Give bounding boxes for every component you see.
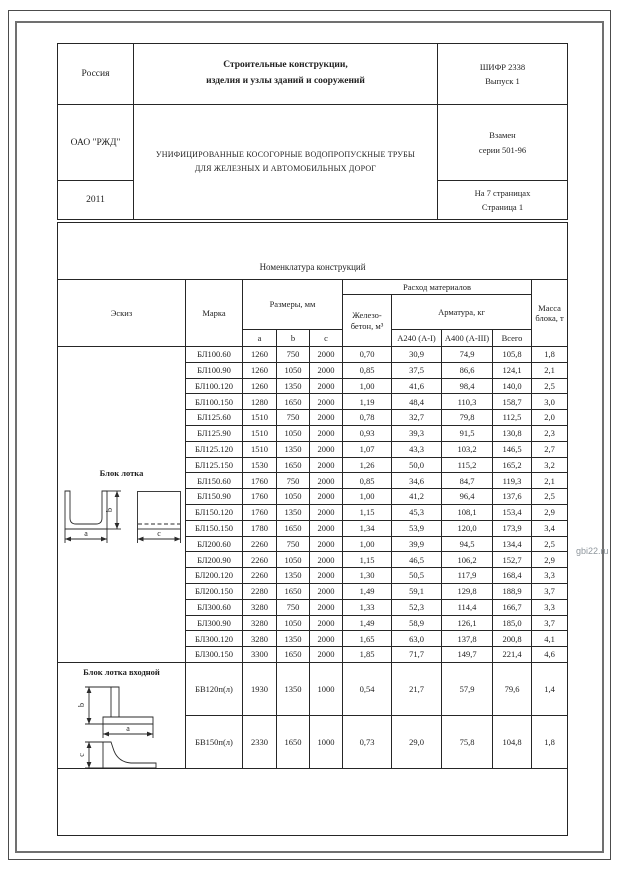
col-header-mark: Марка bbox=[186, 280, 243, 347]
col-header-dim-b: b bbox=[277, 330, 310, 347]
cell-concrete: 1,15 bbox=[343, 552, 392, 568]
cell-a240: 52,3 bbox=[392, 599, 442, 615]
cell-dim-a: 3280 bbox=[243, 599, 277, 615]
cell-dim-a: 3300 bbox=[243, 647, 277, 663]
cell-dim-b: 750 bbox=[277, 347, 310, 363]
cell-dim-a: 2260 bbox=[243, 536, 277, 552]
cell-dim-a: 1760 bbox=[243, 473, 277, 489]
cell-mark: БВ150п(л) bbox=[186, 715, 243, 768]
cell-mark: БЛ300.120 bbox=[186, 631, 243, 647]
cell-total: 146,5 bbox=[493, 441, 532, 457]
cell-dim-c: 2000 bbox=[310, 599, 343, 615]
cell-a240: 43,3 bbox=[392, 441, 442, 457]
cell-total: 158,7 bbox=[493, 394, 532, 410]
cell-concrete: 1,19 bbox=[343, 394, 392, 410]
cell-dim-b: 750 bbox=[277, 536, 310, 552]
cell-a400: 84,7 bbox=[442, 473, 493, 489]
cell-mark: БЛ300.90 bbox=[186, 615, 243, 631]
cell-concrete: 0,73 bbox=[343, 715, 392, 768]
cell-mark: БЛ300.60 bbox=[186, 599, 243, 615]
cell-mark: БЛ200.60 bbox=[186, 536, 243, 552]
cell-a400: 110,3 bbox=[442, 394, 493, 410]
replaces-cell bbox=[438, 105, 568, 181]
cell-mark: БЛ150.120 bbox=[186, 504, 243, 520]
cell-dim-b: 1050 bbox=[277, 615, 310, 631]
series-title-cell bbox=[134, 44, 438, 105]
cell-concrete: 0,70 bbox=[343, 347, 392, 363]
cell-a400: 129,8 bbox=[442, 583, 493, 599]
cell-mark: БЛ150.60 bbox=[186, 473, 243, 489]
cell-mass: 2,0 bbox=[532, 410, 568, 426]
cell-a240: 34,6 bbox=[392, 473, 442, 489]
empty-footer-cell bbox=[58, 768, 568, 835]
cell-concrete: 1,26 bbox=[343, 457, 392, 473]
col-header-rebar: Арматура, кг bbox=[392, 295, 532, 330]
nomenclature-title: Номенклатура конструкций bbox=[58, 223, 568, 280]
cell-dim-b: 1050 bbox=[277, 362, 310, 378]
cell-concrete: 1,33 bbox=[343, 599, 392, 615]
cell-dim-b: 1650 bbox=[277, 520, 310, 536]
cell-a400: 98,4 bbox=[442, 378, 493, 394]
cell-dim-c: 2000 bbox=[310, 631, 343, 647]
cell-dim-b: 1650 bbox=[277, 583, 310, 599]
cell-dim-b: 1350 bbox=[277, 441, 310, 457]
col-header-total: Всего bbox=[493, 330, 532, 347]
cell-a400: 149,7 bbox=[442, 647, 493, 663]
cell-total: 173,9 bbox=[493, 520, 532, 536]
dim-label-b: b bbox=[105, 508, 114, 512]
cell-concrete: 1,49 bbox=[343, 583, 392, 599]
cell-total: 200,8 bbox=[493, 631, 532, 647]
cell-dim-c: 2000 bbox=[310, 457, 343, 473]
col-header-a240: А240 (А-I) bbox=[392, 330, 442, 347]
cell-dim-c: 2000 bbox=[310, 473, 343, 489]
cell-concrete: 1,34 bbox=[343, 520, 392, 536]
cell-mark: БЛ200.120 bbox=[186, 568, 243, 584]
cell-mass: 4,1 bbox=[532, 631, 568, 647]
cell-total: 188,9 bbox=[493, 583, 532, 599]
cell-mass: 2,7 bbox=[532, 441, 568, 457]
cell-a240: 46,5 bbox=[392, 552, 442, 568]
cell-a400: 91,5 bbox=[442, 425, 493, 441]
cell-a240: 37,5 bbox=[392, 362, 442, 378]
cipher-cell bbox=[438, 44, 568, 105]
cell-dim-a: 3280 bbox=[243, 631, 277, 647]
cell-a400: 114,4 bbox=[442, 599, 493, 615]
cell-dim-b: 1350 bbox=[277, 378, 310, 394]
sketch-label-vhod: Блок лотка входной bbox=[83, 666, 160, 677]
cell-a240: 63,0 bbox=[392, 631, 442, 647]
cell-a240: 71,7 bbox=[392, 647, 442, 663]
sketch-label-lotok: Блок лотка bbox=[99, 468, 144, 478]
cell-dim-b: 1350 bbox=[277, 568, 310, 584]
cell-dim-b: 1350 bbox=[277, 662, 310, 715]
table-row bbox=[58, 347, 568, 363]
cell-a400: 115,2 bbox=[442, 457, 493, 473]
cell-total: 185,0 bbox=[493, 615, 532, 631]
cell-a400: 79,8 bbox=[442, 410, 493, 426]
cell-a240: 32,7 bbox=[392, 410, 442, 426]
sketch-cell-vhod bbox=[58, 662, 186, 768]
cell-concrete: 1,85 bbox=[343, 647, 392, 663]
cell-dim-c: 2000 bbox=[310, 378, 343, 394]
cell-mark: БЛ200.90 bbox=[186, 552, 243, 568]
cell-mass: 2,5 bbox=[532, 536, 568, 552]
cell-mass: 3,0 bbox=[532, 394, 568, 410]
cell-dim-c: 2000 bbox=[310, 520, 343, 536]
cell-a400: 75,8 bbox=[442, 715, 493, 768]
cell-mark: БЛ150.150 bbox=[186, 520, 243, 536]
cell-concrete: 0,54 bbox=[343, 662, 392, 715]
cell-dim-c: 2000 bbox=[310, 552, 343, 568]
dim-label-c: c bbox=[157, 529, 161, 538]
col-header-materials: Расход материалов bbox=[343, 280, 532, 295]
cell-mark: БЛ100.60 bbox=[186, 347, 243, 363]
cell-concrete: 1,00 bbox=[343, 378, 392, 394]
cell-total: 104,8 bbox=[493, 715, 532, 768]
cell-mass: 2,1 bbox=[532, 362, 568, 378]
cell-dim-b: 1050 bbox=[277, 425, 310, 441]
cell-concrete: 1,30 bbox=[343, 568, 392, 584]
cell-dim-a: 1260 bbox=[243, 362, 277, 378]
cell-concrete: 1,00 bbox=[343, 536, 392, 552]
cell-a240: 41,2 bbox=[392, 489, 442, 505]
col-header-dim-a: a bbox=[243, 330, 277, 347]
vhod-sketch-drawing bbox=[58, 663, 186, 769]
cell-a400: 57,9 bbox=[442, 662, 493, 715]
cell-dim-b: 1050 bbox=[277, 489, 310, 505]
cell-concrete: 0,85 bbox=[343, 473, 392, 489]
cell-dim-c: 2000 bbox=[310, 347, 343, 363]
issue-number: Выпуск 1 bbox=[485, 76, 520, 86]
series-title-line2: изделия и узлы зданий и сооружений bbox=[206, 76, 365, 86]
replaces-line1: Взамен bbox=[489, 130, 516, 141]
cell-a240: 29,0 bbox=[392, 715, 442, 768]
cell-dim-c: 2000 bbox=[310, 362, 343, 378]
cell-a240: 41,6 bbox=[392, 378, 442, 394]
cell-mark: БЛ200.150 bbox=[186, 583, 243, 599]
cell-dim-c: 1000 bbox=[310, 662, 343, 715]
cell-total: 124,1 bbox=[493, 362, 532, 378]
cell-a240: 39,3 bbox=[392, 425, 442, 441]
cell-a400: 108,1 bbox=[442, 504, 493, 520]
cell-dim-c: 2000 bbox=[310, 441, 343, 457]
nomenclature-table bbox=[57, 222, 568, 836]
cell-a400: 96,4 bbox=[442, 489, 493, 505]
cell-dim-b: 1650 bbox=[277, 394, 310, 410]
replaces-line2: серии 501-96 bbox=[478, 144, 527, 155]
cell-dim-c: 2000 bbox=[310, 425, 343, 441]
cell-dim-a: 1510 bbox=[243, 410, 277, 426]
cell-mass: 3,3 bbox=[532, 599, 568, 615]
cell-dim-c: 2000 bbox=[310, 583, 343, 599]
cell-concrete: 1,49 bbox=[343, 615, 392, 631]
cell-mark: БВ120п(л) bbox=[186, 662, 243, 715]
cell-total: 221,4 bbox=[493, 647, 532, 663]
title-block-table bbox=[57, 43, 568, 220]
cell-total: 134,4 bbox=[493, 536, 532, 552]
cell-concrete: 0,85 bbox=[343, 362, 392, 378]
cell-total: 168,4 bbox=[493, 568, 532, 584]
cell-dim-b: 1650 bbox=[277, 715, 310, 768]
cell-dim-a: 1760 bbox=[243, 489, 277, 505]
cell-total: 152,7 bbox=[493, 552, 532, 568]
cell-total: 130,8 bbox=[493, 425, 532, 441]
cell-concrete: 1,07 bbox=[343, 441, 392, 457]
cell-mass: 2,1 bbox=[532, 473, 568, 489]
cell-dim-b: 750 bbox=[277, 599, 310, 615]
cell-dim-a: 1510 bbox=[243, 425, 277, 441]
cell-dim-c: 2000 bbox=[310, 615, 343, 631]
cell-dim-c: 2000 bbox=[310, 647, 343, 663]
cell-total: 166,7 bbox=[493, 599, 532, 615]
cell-mass: 2,3 bbox=[532, 425, 568, 441]
cell-a240: 39,9 bbox=[392, 536, 442, 552]
cell-dim-b: 1650 bbox=[277, 647, 310, 663]
col-header-dim-c: c bbox=[310, 330, 343, 347]
cell-dim-a: 1260 bbox=[243, 347, 277, 363]
cell-dim-a: 1260 bbox=[243, 378, 277, 394]
cell-a240: 58,9 bbox=[392, 615, 442, 631]
doc-title-cell: УНИФИЦИРОВАННЫЕ КОСОГОРНЫЕ ВОДОПРОПУСКНЫЕ ТРУБЫ ДЛЯ ЖЕЛЕЗНЫХ И АВТОМОБИЛЬНЫХ ДОРОГ bbox=[134, 105, 438, 220]
cell-a400: 117,9 bbox=[442, 568, 493, 584]
cell-a400: 94,5 bbox=[442, 536, 493, 552]
cell-concrete: 1,15 bbox=[343, 504, 392, 520]
col-header-a400: А400 (А-III) bbox=[442, 330, 493, 347]
cell-a240: 50,5 bbox=[392, 568, 442, 584]
cell-concrete: 1,65 bbox=[343, 631, 392, 647]
cell-mass: 2,5 bbox=[532, 378, 568, 394]
cell-a400: 126,1 bbox=[442, 615, 493, 631]
dim-label-a: a bbox=[126, 723, 130, 733]
cell-mark: БЛ125.90 bbox=[186, 425, 243, 441]
cell-dim-c: 1000 bbox=[310, 715, 343, 768]
cell-mark: БЛ125.150 bbox=[186, 457, 243, 473]
cell-mark: БЛ125.60 bbox=[186, 410, 243, 426]
pages-cell bbox=[438, 181, 568, 220]
col-header-sketch: Эскиз bbox=[58, 280, 186, 347]
cell-dim-a: 3280 bbox=[243, 615, 277, 631]
cell-total: 119,3 bbox=[493, 473, 532, 489]
cell-dim-a: 1780 bbox=[243, 520, 277, 536]
cell-dim-c: 2000 bbox=[310, 504, 343, 520]
cell-mass: 1,8 bbox=[532, 347, 568, 363]
cell-mass: 3,7 bbox=[532, 583, 568, 599]
lotok-sketch-drawing bbox=[58, 347, 186, 662]
cell-a240: 50,0 bbox=[392, 457, 442, 473]
cell-total: 79,6 bbox=[493, 662, 532, 715]
table-row bbox=[58, 662, 568, 715]
cell-mark: БЛ100.150 bbox=[186, 394, 243, 410]
cell-mass: 3,3 bbox=[532, 568, 568, 584]
cell-total: 153,4 bbox=[493, 504, 532, 520]
cell-total: 105,8 bbox=[493, 347, 532, 363]
cell-a400: 137,8 bbox=[442, 631, 493, 647]
dim-label-b: b bbox=[77, 702, 86, 707]
cell-a240: 21,7 bbox=[392, 662, 442, 715]
cell-dim-c: 2000 bbox=[310, 410, 343, 426]
cell-a400: 106,2 bbox=[442, 552, 493, 568]
cell-dim-c: 2000 bbox=[310, 489, 343, 505]
org-cell: ОАО "РЖД" bbox=[58, 105, 134, 181]
cell-dim-a: 2260 bbox=[243, 568, 277, 584]
cell-a400: 74,9 bbox=[442, 347, 493, 363]
cell-a240: 53,9 bbox=[392, 520, 442, 536]
cell-mass: 2,9 bbox=[532, 552, 568, 568]
cell-dim-b: 750 bbox=[277, 410, 310, 426]
cell-concrete: 0,93 bbox=[343, 425, 392, 441]
col-header-mass: Масса блока, т bbox=[532, 280, 568, 347]
page-number: Страница 1 bbox=[481, 202, 524, 212]
cell-a240: 59,1 bbox=[392, 583, 442, 599]
cell-dim-a: 1510 bbox=[243, 441, 277, 457]
col-header-dimensions: Размеры, мм bbox=[243, 280, 343, 330]
cell-mark: БЛ150.90 bbox=[186, 489, 243, 505]
cell-mass: 2,5 bbox=[532, 489, 568, 505]
sketch-cell-lotok bbox=[58, 347, 186, 663]
cell-a400: 103,2 bbox=[442, 441, 493, 457]
cell-dim-b: 1350 bbox=[277, 504, 310, 520]
series-title-line1: Строительные конструкции, bbox=[223, 60, 348, 71]
cell-mass: 4,6 bbox=[532, 647, 568, 663]
cell-a240: 30,9 bbox=[392, 347, 442, 363]
cell-a400: 86,6 bbox=[442, 362, 493, 378]
dim-label-c: c bbox=[77, 753, 86, 757]
cell-mark: БЛ100.90 bbox=[186, 362, 243, 378]
cell-mark: БЛ125.120 bbox=[186, 441, 243, 457]
cell-mark: БЛ100.120 bbox=[186, 378, 243, 394]
cell-dim-c: 2000 bbox=[310, 394, 343, 410]
cell-concrete: 1,00 bbox=[343, 489, 392, 505]
cell-concrete: 0,78 bbox=[343, 410, 392, 426]
cell-dim-a: 1530 bbox=[243, 457, 277, 473]
cell-dim-a: 1280 bbox=[243, 394, 277, 410]
cell-dim-a: 2280 bbox=[243, 583, 277, 599]
cipher-code: ШИФР 2338 bbox=[479, 61, 526, 72]
cell-mark: БЛ300.150 bbox=[186, 647, 243, 663]
cell-total: 137,6 bbox=[493, 489, 532, 505]
cell-mass: 1,8 bbox=[532, 715, 568, 768]
cell-total: 140,0 bbox=[493, 378, 532, 394]
cell-dim-a: 2260 bbox=[243, 552, 277, 568]
cell-total: 165,2 bbox=[493, 457, 532, 473]
col-header-concrete: Железо-бетон, м³ bbox=[343, 295, 392, 347]
cell-a240: 45,3 bbox=[392, 504, 442, 520]
cell-dim-b: 1650 bbox=[277, 457, 310, 473]
cell-dim-c: 2000 bbox=[310, 568, 343, 584]
cell-dim-a: 1930 bbox=[243, 662, 277, 715]
cell-mass: 3,4 bbox=[532, 520, 568, 536]
dim-label-a: a bbox=[84, 529, 88, 538]
cell-dim-b: 750 bbox=[277, 473, 310, 489]
cell-total: 112,5 bbox=[493, 410, 532, 426]
cell-dim-c: 2000 bbox=[310, 536, 343, 552]
cell-dim-a: 2330 bbox=[243, 715, 277, 768]
cell-mass: 3,2 bbox=[532, 457, 568, 473]
cell-mass: 1,4 bbox=[532, 662, 568, 715]
cell-mass: 2,9 bbox=[532, 504, 568, 520]
country-cell: Россия bbox=[58, 44, 134, 105]
cell-dim-b: 1050 bbox=[277, 552, 310, 568]
cell-a400: 120,0 bbox=[442, 520, 493, 536]
watermark: gbi22.ru bbox=[576, 546, 609, 556]
pages-count: На 7 страницах bbox=[474, 187, 531, 198]
cell-dim-b: 1350 bbox=[277, 631, 310, 647]
cell-a240: 48,4 bbox=[392, 394, 442, 410]
cell-mass: 3,7 bbox=[532, 615, 568, 631]
cell-dim-a: 1760 bbox=[243, 504, 277, 520]
year-cell: 2011 bbox=[58, 181, 134, 220]
